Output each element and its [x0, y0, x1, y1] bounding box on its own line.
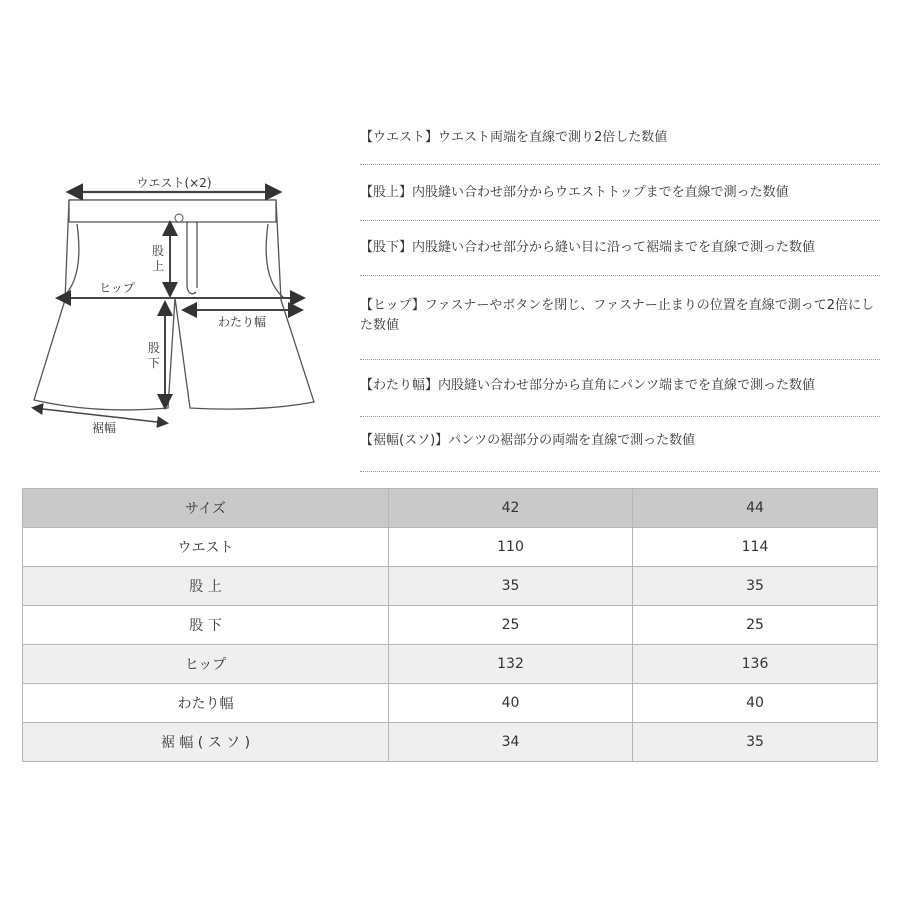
row-label: ヒップ: [23, 645, 389, 684]
table-cell: 35: [633, 723, 878, 762]
table-row: [23, 606, 878, 645]
hem-label: 裾幅: [91, 421, 117, 435]
definition-hip: 【ヒップ】ファスナーやボタンを閉じ、ファスナー止まりの位置を直線で測って2倍にした数値: [360, 276, 880, 360]
inseam-label-2: 下: [147, 356, 161, 370]
table-cell: 40: [633, 684, 878, 723]
definition-rise: 【股上】内股縫い合わせ部分からウエストトップまでを直線で測った数値: [360, 165, 880, 221]
rise-label-2: 上: [151, 259, 165, 273]
row-label: 股 上: [23, 567, 389, 606]
shorts-outline: [34, 200, 314, 410]
button-icon: [175, 214, 183, 222]
table-cell: 35: [389, 567, 633, 606]
definition-thigh: 【わたり幅】内股縫い合わせ部分から直角にパンツ端までを直線で測った数値: [360, 360, 880, 417]
row-label: わたり幅: [23, 684, 389, 723]
table-cell: 110: [389, 528, 633, 567]
table-cell: 25: [389, 606, 633, 645]
size-table: [22, 488, 878, 762]
header-size-44: 44: [633, 489, 878, 528]
table-cell: 132: [389, 645, 633, 684]
table-row: [23, 567, 878, 606]
inseam-label-1: 股: [147, 341, 161, 355]
thigh-label: わたり幅: [217, 315, 267, 329]
table-row: [23, 645, 878, 684]
shorts-measurement-diagram: [22, 160, 332, 450]
row-label: 股 下: [23, 606, 389, 645]
table-row: [23, 684, 878, 723]
table-row: [23, 723, 878, 762]
table-cell: 114: [633, 528, 878, 567]
table-cell: 35: [633, 567, 878, 606]
shorts-illustration: [22, 160, 332, 450]
waist-label: ウエスト(×2): [136, 176, 212, 190]
table-header-row: [23, 489, 878, 528]
definition-waist: 【ウエスト】ウエスト両端を直線で測り2倍した数値: [360, 118, 880, 165]
header-size-42: 42: [389, 489, 633, 528]
definition-hem: 【裾幅(スソ)】パンツの裾部分の両端を直線で測った数値: [360, 417, 880, 472]
header-size: サイズ: [23, 489, 389, 528]
table-cell: 136: [633, 645, 878, 684]
rise-label-1: 股: [151, 244, 165, 258]
table-cell: 34: [389, 723, 633, 762]
row-label: 裾 幅 ( ス ソ ): [23, 723, 389, 762]
hip-label: ヒップ: [99, 281, 135, 295]
table-cell: 25: [633, 606, 878, 645]
table-cell: 40: [389, 684, 633, 723]
measurement-definitions: [360, 118, 880, 472]
table-row: [23, 528, 878, 567]
definition-inseam: 【股下】内股縫い合わせ部分から縫い目に沿って裾端までを直線で測った数値: [360, 221, 880, 276]
row-label: ウエスト: [23, 528, 389, 567]
